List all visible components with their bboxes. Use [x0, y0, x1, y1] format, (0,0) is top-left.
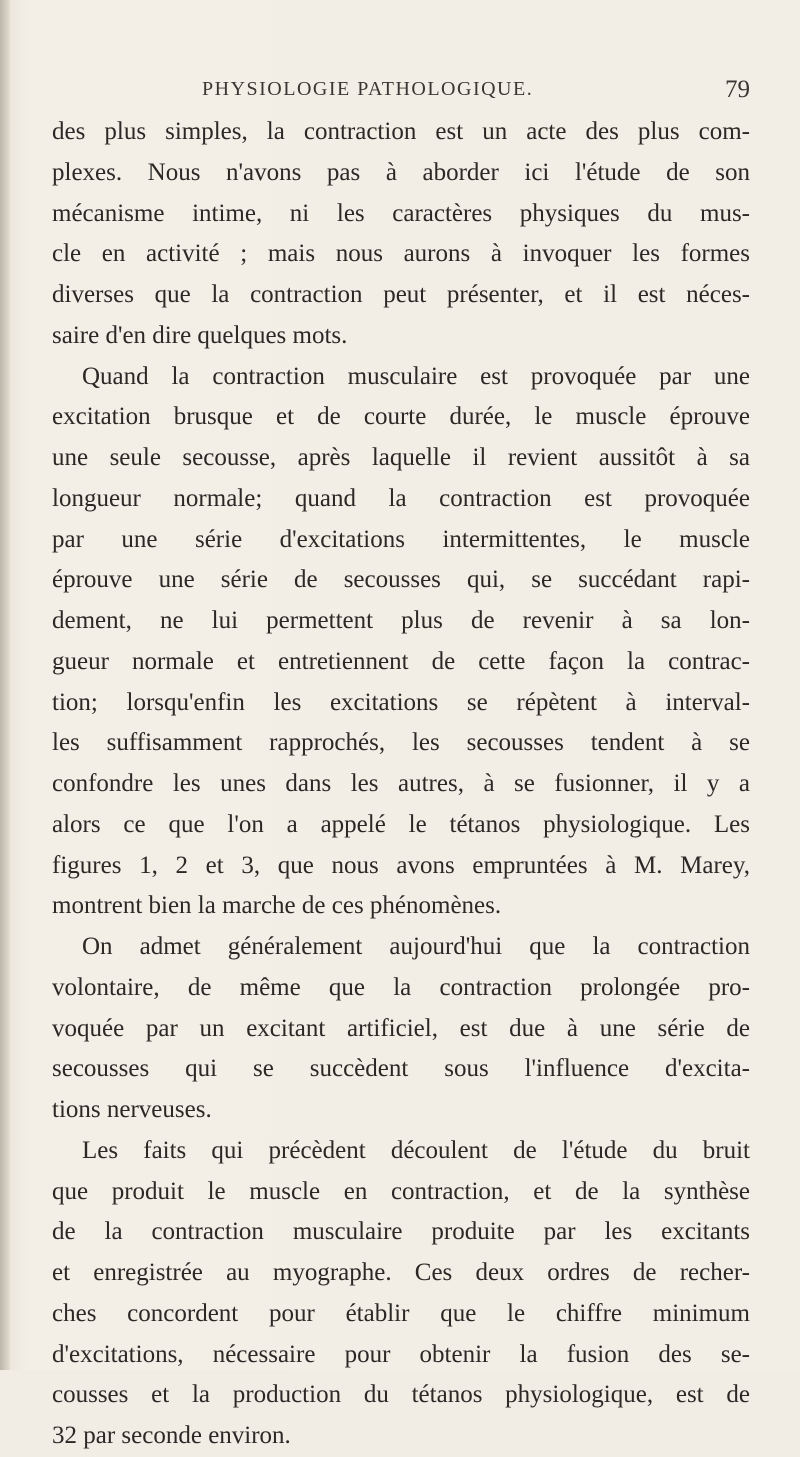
- text-line: 32 par seconde environ.: [52, 1422, 291, 1449]
- text-line: confondre les unes dans les autres, à se fusionner, il y a: [52, 770, 750, 797]
- text-line: Quand la contraction musculaire est provoquée par une: [82, 362, 750, 390]
- body-text: [52, 112, 750, 1457]
- text-line: tions nerveuses.: [52, 1096, 212, 1123]
- text-line: les suffisamment rapprochés, les secousses tendent à se: [52, 729, 750, 757]
- text-line: par une série d'excitations intermittentes, le muscle: [52, 525, 750, 553]
- text-line: mécanisme intime, ni les caractères physiques du mus-: [52, 199, 750, 227]
- text-line: que produit le muscle en contraction, et de la synthèse: [52, 1177, 750, 1205]
- text-line: excitation brusque et de courte durée, le muscle éprouve: [52, 403, 750, 431]
- text-line: diverses que la contraction peut présenter, et il est néces-: [52, 281, 750, 308]
- text-line: secousses qui se succèdent sous l'influence d'excita-: [52, 1055, 750, 1083]
- text-line: cousses et la production du tétanos physiologique, est de: [52, 1381, 750, 1409]
- text-line: longueur normale; quand la contraction est provoquée: [52, 484, 750, 512]
- text-line: alors ce que l'on a appelé le tétanos physiologique. Les: [52, 810, 750, 838]
- running-head: PHYSIOLOGIE PATHOLOGIQUE.: [202, 78, 534, 100]
- text-line: tion; lorsqu'enfin les excitations se répètent à interval-: [52, 688, 750, 716]
- text-line: ches concordent pour établir que le chiffre minimum: [52, 1299, 750, 1327]
- text-line: dement, ne lui permettent plus de revenir à sa lon-: [52, 607, 750, 634]
- page-header: [118, 76, 750, 112]
- binding-shadow: [0, 0, 10, 1370]
- text-line: gueur normale et entretiennent de cette façon la contrac-: [52, 647, 750, 675]
- text-line: d'excitations, nécessaire pour obtenir la fusion des se-: [52, 1340, 750, 1368]
- text-line: et enregistrée au myographe. Ces deux ordres de recher-: [52, 1259, 750, 1286]
- text-line: On admet généralement aujourd'hui que la contraction: [82, 933, 750, 960]
- text-line: Les faits qui précèdent découlent de l'étude du bruit: [82, 1136, 750, 1164]
- text-line: plexes. Nous n'avons pas à aborder ici l'étude de son: [52, 158, 750, 186]
- text-line: saire d'en dire quelques mots.: [52, 321, 348, 349]
- text-line: des plus simples, la contraction est un acte des plus com-: [52, 118, 750, 145]
- text-line: figures 1, 2 et 3, que nous avons empruntées à M. Marey,: [52, 851, 750, 879]
- text-line: montrent bien la marche de ces phénomènes.: [52, 892, 502, 920]
- text-line: volontaire, de même que la contraction prolongée pro-: [52, 973, 750, 1001]
- page-number: 79: [725, 76, 750, 103]
- text-line: cle en activité ; mais nous aurons à invoquer les formes: [52, 240, 750, 268]
- text-line: voquée par un excitant artificiel, est due à une série de: [52, 1014, 750, 1042]
- text-line: de la contraction musculaire produite par les excitants: [52, 1218, 750, 1246]
- text-line: une seule secousse, après laquelle il revient aussitôt à sa: [52, 444, 750, 471]
- text-line: éprouve une série de secousses qui, se succédant rapi-: [52, 566, 750, 594]
